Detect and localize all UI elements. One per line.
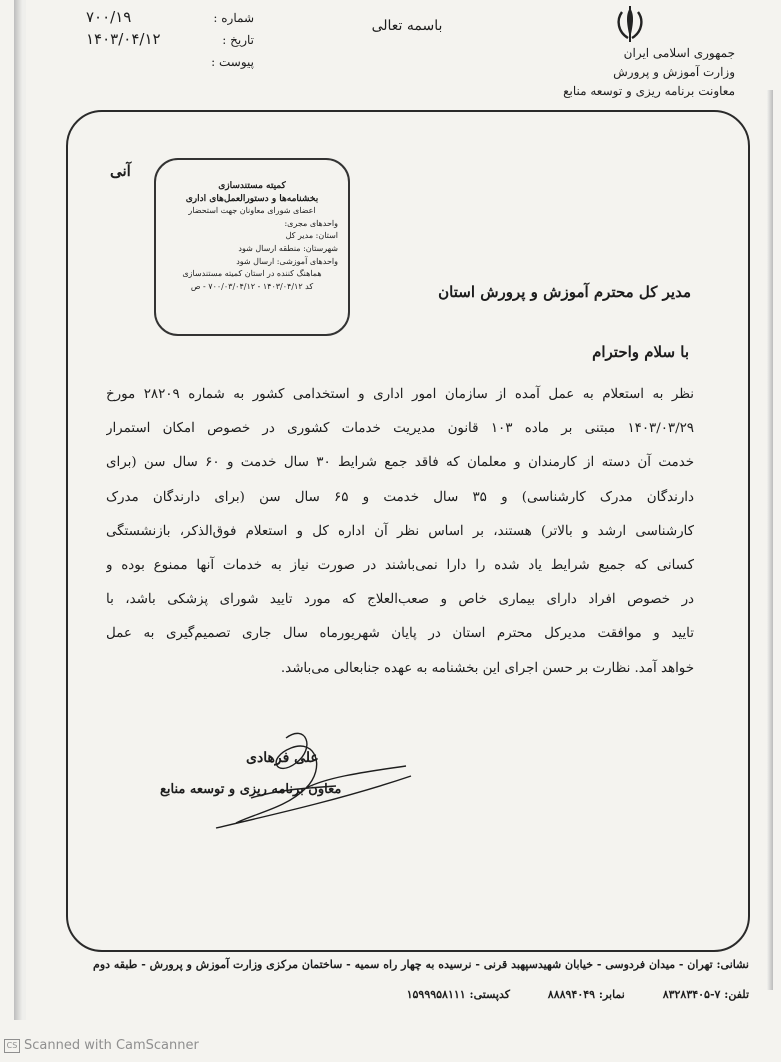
body-line: خدمت آن دسته از کارمندان و معلمان که فاقد جمع شرایط ۳۰ سال خدمت و ۶۰ سال سن (برای — [106, 455, 694, 471]
body-line: تایید و موافقت مدیرکل محترم استان در پایان شهریورماه سال جاری تصمیم‌گیری به عمل — [106, 626, 694, 642]
letter-meta — [74, 8, 254, 74]
stamp-line: واحدهای آموزشی: ارسال شود — [236, 256, 338, 266]
number-label: شماره : — [213, 11, 254, 25]
letter-body — [106, 380, 694, 688]
footer-phone: تلفن: ۷-۸۳۲۸۳۴۰۵ — [662, 988, 749, 1001]
scan-shadow-right — [767, 90, 773, 990]
letter-number-row — [74, 8, 254, 30]
body-line: دارندگان مدرک کارشناسی) و ۳۵ سال خدمت و ۶۵ سال سن (برای دارندگان مدرک — [106, 489, 694, 505]
priority-label: آنی — [110, 162, 131, 180]
greeting: با سلام واحترام — [592, 343, 689, 361]
iran-emblem-icon — [612, 4, 648, 44]
body-line: در خصوص افراد دارای بیماری خاص و صعب‌العلاج که مورد تایید شورای پزشکی باشد، با — [106, 592, 694, 608]
stamp-line: شهرستان: منطقه ارسال شود — [238, 243, 338, 253]
body-line: خواهد آمد. نظارت بر حسن اجرای این بخشنامه به عهده جنابعالی می‌باشد. — [280, 660, 694, 676]
footer-contact — [373, 988, 749, 1001]
date-value: ۱۴۰۳/۰۴/۱۲ — [86, 30, 161, 48]
signatory-title: معاون برنامه ریزی و توسعه منابع — [160, 782, 342, 797]
scan-shadow-left — [14, 0, 26, 1020]
signatory-name: علی فرهادی — [246, 750, 319, 766]
stamp-line: واحدهای مجری: — [284, 218, 338, 228]
stamp-line: اعضای شورای معاونان جهت استحضار — [188, 206, 316, 216]
stamp-line: بخشنامه‌ها و دستورالعمل‌های اداری — [185, 193, 319, 204]
stamp-line: استان: مدیر کل — [285, 231, 338, 241]
footer-address: نشانی: تهران - میدان فردوسی - خیابان شهیدسپهبد قرنی - نرسیده به چهار راه سمیه - ساختمان مرکزی وزارت آموزش و پرورش - طبقه دوم — [93, 958, 749, 971]
watermark-text: Scanned with CamScanner — [24, 1038, 199, 1053]
ministry-line: معاونت برنامه ریزی و توسعه منابع — [563, 84, 735, 98]
stamp-line: کد ۱۴۰۳/۰۴/۱۲ - ۷۰۰/۰۳/۰۴/۱۲ - ص — [190, 281, 314, 291]
date-label: تاریخ : — [222, 33, 254, 47]
letter-date-row — [74, 30, 254, 52]
camscanner-watermark — [4, 1038, 199, 1053]
stamp-line: هماهنگ کننده در استان کمیته مستندسازی — [182, 269, 322, 279]
documentation-stamp — [154, 158, 350, 336]
body-line: کسانی که جمیع شرایط یاد شده را دارا نمی‌باشند در صورت نیاز به خدمات آنها ممنوع بوده و — [106, 557, 694, 573]
body-line: کارشناسی ارشد و بالاتر) هستند، بر اساس نظر آن اداره کل و استعلام فوق‌الذکر، بازنشستگی — [106, 523, 694, 539]
letter-attachment-row — [74, 52, 254, 74]
camscanner-logo-icon: CS — [4, 1039, 20, 1053]
ministry-line: وزارت آموزش و پرورش — [613, 65, 735, 79]
number-value: ۷۰۰/۱۹ — [86, 8, 132, 26]
recipient: مدیر کل محترم آموزش و پرورش استان — [438, 283, 691, 301]
footer-postal-code: کدپستی: ۱۵۹۹۹۵۸۱۱۱ — [406, 988, 510, 1001]
invocation: باسمه تعالی — [371, 18, 443, 34]
stamp-line: کمیته مستندسازی — [218, 181, 286, 191]
ministry-line: جمهوری اسلامی ایران — [623, 46, 735, 60]
body-line: نظر به استعلام به عمل آمده از سازمان امور اداری و استخدامی کشور به شماره ۲۸۲۰۹ مورخ — [106, 387, 694, 402]
attachment-label: پیوست : — [211, 55, 254, 69]
ministry-header — [563, 44, 735, 101]
footer-fax: نمابر: ۸۸۸۹۴۰۴۹ — [547, 988, 625, 1001]
signature-scribble-icon — [156, 718, 416, 838]
body-line: ۱۴۰۳/۰۳/۲۹ مبتنی بر ماده ۱۰۳ قانون مدیریت خدمات کشوری در خصوص امکان استمرار — [106, 421, 694, 437]
